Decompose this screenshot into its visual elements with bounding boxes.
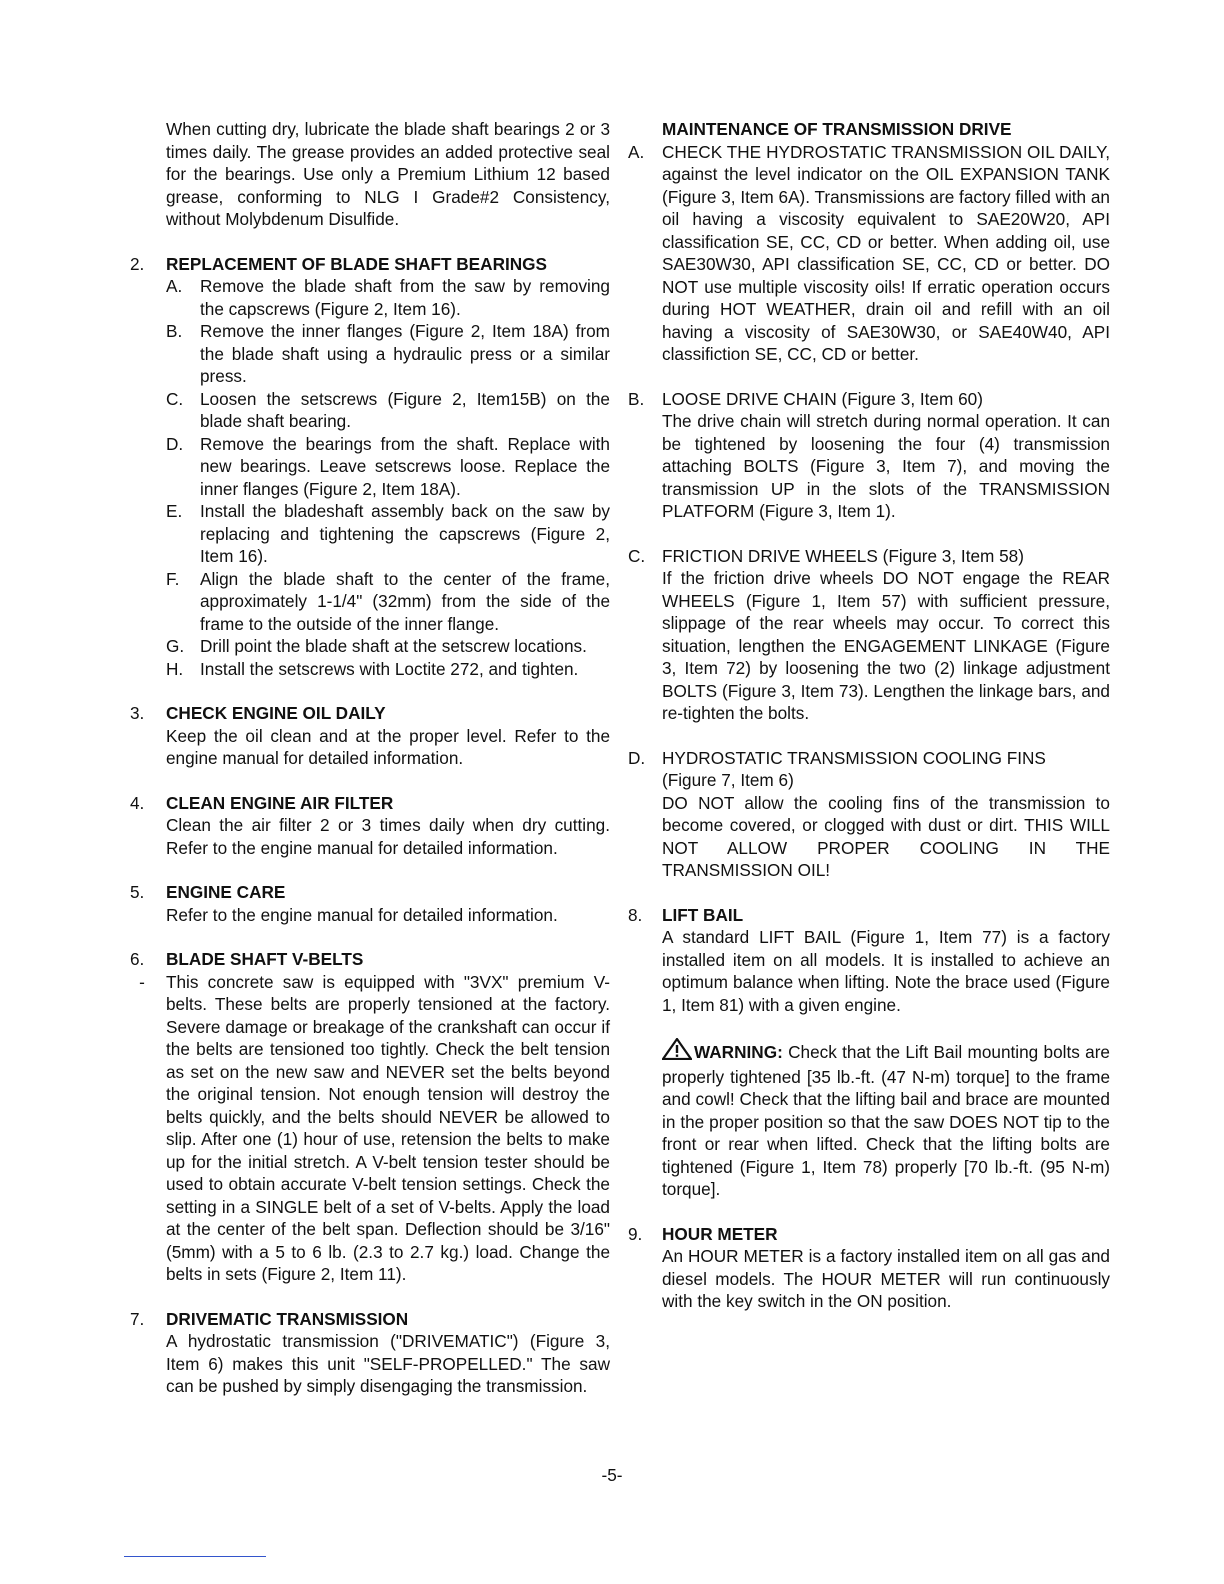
item-text: Remove the blade shaft from the saw by removing the capscrews (Figure 2, Item 16). bbox=[200, 276, 610, 319]
list-item bbox=[628, 747, 1110, 882]
item-text: The drive chain will stretch during normal operation. It can be tightened by loosening the four (4) transmission attaching BOLTS (Figure 3, Item 7), and moving the transmission UP in the slots of the TRANSMISSION PLATFORM (Figure 3, Item 1). bbox=[662, 411, 1110, 521]
item-text: Remove the bearings from the shaft. Replace with new bearings. Leave setscrews loose. Replace the inner flanges (Figure 2, Item 18A). bbox=[200, 433, 610, 499]
item-label: A. bbox=[628, 141, 645, 162]
section-body: A standard LIFT BAIL (Figure 1, Item 77) is a factory installed item on all models. It is installed to achieve an optimum balance when lifting. Note the brace used (Figure 1, Item 81) with a given engine. bbox=[662, 927, 1110, 1015]
section-body: An HOUR METER is a factory installed item on all gas and diesel models. The HOUR METER will run continuously with the key switch in the ON position. bbox=[662, 1246, 1110, 1311]
section-heading: BLADE SHAFT V-BELTS bbox=[166, 949, 364, 969]
section-heading: MAINTENANCE OF TRANSMISSION DRIVE bbox=[662, 119, 1012, 139]
bullet-dash: - bbox=[139, 971, 145, 992]
item-text: Remove the inner flanges (Figure 2, Item 18A) from the blade shaft using a hydraulic press or a similar press. bbox=[200, 321, 610, 386]
item-figure-ref: (Figure 7, Item 6) bbox=[662, 770, 794, 790]
item-text: CHECK THE HYDROSTATIC TRANSMISSION OIL DAILY, against the level indicator on the OIL EXPANSION TANK (Figure 3, Item 6A). Transmissions are factory filled with an oil having a viscosity equivalent to SAE20W20, API classification SE, CC, CD or better. When adding oil, use SAE30W30, API classification SE, CC, CD or better. DO NOT use multiple viscosity oils! If erratic operation occurs during HOT WEATHER, drain oil and refill with an oil having a viscosity of SAE30W30, or SAE40W40, API classifiction SE, CC, CD or better. bbox=[662, 141, 1110, 364]
right-column bbox=[628, 118, 1110, 1313]
section-number: 9. bbox=[628, 1223, 643, 1244]
warning-block bbox=[628, 1038, 1110, 1201]
item-text: Align the blade shaft to the center of the frame, approximately 1-1/4" (32mm) from the side of the frame to the outside of the inner flange. bbox=[200, 568, 610, 634]
list-item bbox=[628, 388, 1110, 523]
item-label: F. bbox=[166, 568, 180, 589]
item-text: Install the bladeshaft assembly back on the saw by replacing and tightening the capscrews (Figure 2, Item 16). bbox=[200, 501, 610, 566]
item-label: C. bbox=[166, 388, 184, 409]
section-number: 3. bbox=[130, 703, 145, 723]
item-label: D. bbox=[628, 747, 646, 768]
section-engine-care bbox=[130, 881, 610, 926]
section-heading: LIFT BAIL bbox=[662, 904, 744, 925]
section-number: 4. bbox=[130, 792, 145, 813]
item-label: D. bbox=[166, 433, 184, 454]
section-number: 2. bbox=[130, 253, 145, 274]
section-heading: CLEAN ENGINE AIR FILTER bbox=[166, 792, 394, 813]
section-number: 7. bbox=[130, 1308, 145, 1329]
section-lift-bail bbox=[628, 904, 1110, 1017]
section-clean-air-filter bbox=[130, 792, 610, 860]
section-body: Keep the oil clean and at the proper level. Refer to the engine manual for detailed information. bbox=[166, 725, 610, 768]
section-body: A hydrostatic transmission ("DRIVEMATIC") (Figure 3, Item 6) makes this unit "SELF-PROPELLED." The saw can be pushed by simply disengaging the transmission. bbox=[166, 1331, 610, 1396]
list-item bbox=[166, 635, 610, 658]
footnote-divider bbox=[124, 1556, 266, 1557]
item-text: Loosen the setscrews (Figure 2, Item15B) on the blade shaft bearing. bbox=[200, 388, 610, 431]
section-number: 6. bbox=[130, 949, 145, 969]
section-heading: ENGINE CARE bbox=[166, 882, 286, 902]
item-label: B. bbox=[628, 388, 645, 409]
list-item bbox=[166, 320, 610, 388]
section-hour-meter bbox=[628, 1223, 1110, 1313]
left-column bbox=[130, 118, 610, 1398]
section-body-text: This concrete saw is equipped with "3VX" premium V-belts. These belts are properly tensioned at the factory. Severe damage or breakage of the crankshaft can occur if the belts are tensioned too tightly. Check the belt tension as set on the new saw and NEVER set the belts beyond the original tension. Not enough tension will destroy the belts quickly, and the belts should NEVER be allowed to slip. After one (1) hour of use, retension the belts to make up for the initial stretch. A V-belt tension tester should be used to obtain accurate V-belt tension settings. Check the setting in a SINGLE belt of a set of V-belts. Apply the load at the center of the belt span. Deflection should be 3/16" (5mm) with a 5 to 6 lb. (2.3 to 2.7 kg.) load. Change the belts in sets (Figure 2, Item 11). bbox=[166, 971, 610, 1284]
section-check-engine-oil bbox=[130, 702, 610, 770]
warning-triangle-icon bbox=[662, 1038, 692, 1066]
item-label: G. bbox=[166, 636, 185, 656]
item-label: A. bbox=[166, 276, 183, 296]
item-label: B. bbox=[166, 321, 183, 341]
item-subheading: LOOSE DRIVE CHAIN (Figure 3, Item 60) bbox=[662, 388, 983, 409]
item-label: C. bbox=[628, 545, 646, 566]
section-heading: REPLACEMENT OF BLADE SHAFT BEARINGS bbox=[166, 253, 547, 274]
section-body bbox=[139, 971, 610, 1286]
section-number: 8. bbox=[628, 904, 643, 925]
list-item bbox=[166, 658, 610, 681]
list-item bbox=[166, 568, 610, 636]
section-number: 5. bbox=[130, 882, 145, 902]
item-text: If the friction drive wheels DO NOT engage the REAR WHEELS (Figure 1, Item 57) with sufficient pressure, slippage of the rear wheels may occur. To correct this situation, lengthen the ENGAGEMENT LINKAGE (Figure 3, Item 72) by loosening the two (2) linkage adjustment BOLTS (Figure 3, Item 73). Lengthen the linkage bars, and re-tighten the bolts. bbox=[662, 568, 1110, 723]
item-text: Drill point the blade shaft at the setscrew locations. bbox=[200, 636, 587, 656]
item-subheading: HYDROSTATIC TRANSMISSION COOLING FINS bbox=[662, 747, 1046, 768]
list-item bbox=[166, 388, 610, 433]
warning-text: Check that the Lift Bail mounting bolts are properly tightened [35 lb.-ft. (47 N-m) torque] to the frame and cowl! Check that the lifting bail and brace are mounted in the proper position so that the saw DOES NOT tip to the front or rear when lifted. Check that the lifting bolts are tightened (Figure 1, Item 78) properly [70 lb.-ft. (95 N-m) torque]. bbox=[662, 1042, 1110, 1199]
list-item bbox=[628, 545, 1110, 725]
list-item bbox=[166, 500, 610, 568]
section-blade-shaft-bearings bbox=[130, 253, 610, 681]
section-heading: HOUR METER bbox=[662, 1223, 778, 1244]
list-item bbox=[628, 141, 1110, 366]
section-body: Clean the air filter 2 or 3 times daily when dry cutting. Refer to the engine manual for detailed information. bbox=[166, 815, 610, 858]
list-item bbox=[166, 275, 610, 320]
list-item bbox=[166, 433, 610, 501]
warning-label: WARNING: bbox=[694, 1042, 783, 1062]
item-label: H. bbox=[166, 658, 184, 679]
section-body: Refer to the engine manual for detailed information. bbox=[166, 904, 558, 925]
section-heading: DRIVEMATIC TRANSMISSION bbox=[166, 1308, 409, 1329]
intro-paragraph: When cutting dry, lubricate the blade shaft bearings 2 or 3 times daily. The grease provides an added protective seal for the bearings. Use only a Premium Lithium 12 based grease, conforming to NLG I Grade#2 Consistency, without Molybdenum Disulfide. bbox=[166, 119, 610, 229]
item-label: E. bbox=[166, 501, 183, 521]
item-text: DO NOT allow the cooling fins of the transmission to become covered, or clogged with dust or dirt. THIS WILL NOT ALLOW PROPER COOLING IN THE TRANSMISSION OIL! bbox=[662, 792, 1110, 880]
page-number: -5- bbox=[601, 1465, 623, 1485]
item-subheading: FRICTION DRIVE WHEELS (Figure 3, Item 58) bbox=[662, 545, 1024, 566]
section-v-belts bbox=[130, 948, 610, 1286]
item-text: Install the setscrews with Loctite 272, and tighten. bbox=[200, 658, 579, 679]
section-drivematic bbox=[130, 1308, 610, 1398]
section-heading: CHECK ENGINE OIL DAILY bbox=[166, 703, 386, 723]
